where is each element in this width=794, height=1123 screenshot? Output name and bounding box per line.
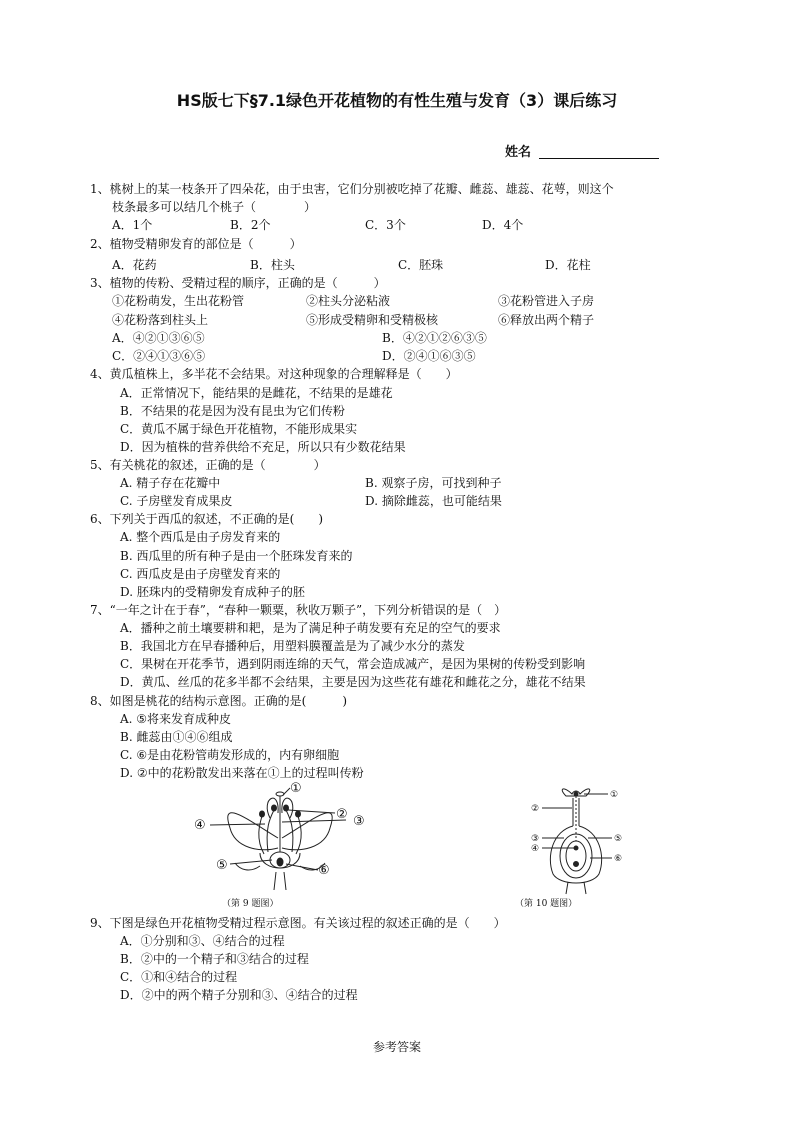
question-stem: 6、下列关于西瓜的叙述，不正确的是( )	[90, 512, 323, 526]
fertilization-diagram	[528, 786, 628, 896]
fig10-label-5: ⑤	[614, 834, 623, 844]
fig10-label-6: ⑥	[614, 854, 623, 864]
page-title: HS版七下§7.1绿色开花植物的有性生殖与发育（3）课后练习	[176, 91, 618, 110]
name-label: 姓名	[505, 145, 532, 160]
fig9-label-4: ④	[194, 818, 206, 833]
option-a[interactable]: A．①分别和③、④结合的过程	[120, 934, 285, 948]
option-c[interactable]: C．黄瓜不属于绿色开花植物，不能形成果实	[120, 422, 358, 436]
fig10-label-2: ②	[531, 804, 540, 814]
option-b[interactable]: B. 雌蕊由①④⑥组成	[120, 730, 233, 744]
option-d[interactable]: D．花柱	[545, 258, 591, 272]
option-b[interactable]: B．④②①②⑥③⑤	[382, 331, 487, 345]
fig9-caption: （第 9 题图）	[222, 899, 279, 909]
fig10-label-4: ④	[531, 844, 540, 854]
question-4	[90, 365, 458, 383]
option-c[interactable]: C．②④①③⑥⑤	[112, 349, 206, 363]
fig9-label-6: ⑥	[318, 863, 330, 878]
question-5	[90, 456, 326, 474]
question-stem: 5、有关桃花的叙述，正确的是（ ）	[90, 458, 326, 472]
question-9	[90, 914, 506, 932]
question-stem-continued: 枝条最多可以结几个桃子（ ）	[112, 200, 317, 214]
option-d[interactable]: D．4个	[482, 218, 524, 232]
option-c[interactable]: C．果树在开花季节，遇到阴雨连绵的天气，常会造成减产，是因为果树的传粉受到影响	[120, 657, 586, 671]
option-a[interactable]: A．1个	[112, 218, 153, 232]
option-a[interactable]: A. 整个西瓜是由子房发育来的	[120, 530, 281, 544]
option-b[interactable]: B．2个	[230, 218, 271, 232]
option-d[interactable]: D. ②中的花粉散发出来落在①上的过程叫传粉	[120, 766, 364, 780]
question-3	[90, 274, 386, 292]
question-8	[90, 692, 347, 710]
option-a[interactable]: A．播种之前土壤要耕和耙，是为了满足种子萌发要有充足的空气的要求	[120, 621, 501, 635]
question-stem: 7、“一年之计在于春”，“春种一颗粟，秋收万颗子”，下列分析错误的是（ ）	[90, 603, 507, 617]
question-1	[90, 180, 614, 216]
fig10-label-3: ③	[531, 834, 540, 844]
answer-key-heading: 参考答案	[372, 1040, 421, 1054]
fig9-label-5: ⑤	[216, 858, 228, 873]
option-d[interactable]: D．②中的两个精子分别和③、④结合的过程	[120, 988, 358, 1002]
option-d[interactable]: D．因为植株的营养供给不充足，所以只有少数花结果	[120, 440, 406, 454]
option-b[interactable]: B．不结果的花是因为没有昆虫为它们传粉	[120, 404, 345, 418]
option-b[interactable]: B．柱头	[250, 258, 295, 272]
question-stem: 9、下图是绿色开花植物受精过程示意图。有关该过程的叙述正确的是（ ）	[90, 916, 506, 930]
question-stem: 3、植物的传粉、受精过程的顺序，正确的是（ ）	[90, 276, 386, 290]
option-b[interactable]: B．我国北方在早春播种后，用塑料膜覆盖是为了减少水分的蒸发	[120, 639, 465, 653]
question-stem: 1、桃树上的某一枝条开了四朵花，由于虫害，它们分别被吃掉了花瓣、雌蕊、雄蕊、花萼，则这个	[90, 182, 614, 196]
option-b[interactable]: B. 西瓜里的所有种子是由一个胚珠发育来的	[120, 549, 353, 563]
option-c[interactable]: C．①和④结合的过程	[120, 970, 238, 984]
item-5: ⑤形成受精卵和受精极核	[306, 313, 439, 327]
option-d[interactable]: D. 摘除雌蕊，也可能结果	[365, 494, 502, 508]
option-c[interactable]: C．3个	[365, 218, 406, 232]
fig10-caption: （第 10 题图）	[515, 899, 578, 909]
option-c[interactable]: C. ⑥是由花粉管萌发形成的，内有卵细胞	[120, 748, 340, 762]
option-b[interactable]: B．②中的一个精子和③结合的过程	[120, 952, 309, 966]
item-3: ③花粉管进入子房	[498, 294, 595, 308]
option-d[interactable]: D．②④①⑥③⑤	[382, 349, 476, 363]
question-2	[90, 235, 302, 253]
option-a[interactable]: A．④②①③⑥⑤	[112, 331, 205, 345]
option-a[interactable]: A. 精子存在花瓣中	[120, 476, 221, 490]
option-c[interactable]: C．胚珠	[398, 258, 444, 272]
name-field	[505, 141, 659, 160]
question-stem: 4、黄瓜植株上，多半花不会结果。对这种现象的合理解释是（ ）	[90, 367, 458, 381]
peach-flower-diagram	[190, 778, 370, 893]
question-6	[90, 510, 323, 528]
item-2: ②柱头分泌粘液	[306, 294, 391, 308]
question-7	[90, 601, 506, 619]
option-d[interactable]: D. 胚珠内的受精卵发育成种子的胚	[120, 585, 305, 599]
question-stem: 8、如图是桃花的结构示意图。正确的是( )	[90, 694, 347, 708]
option-c[interactable]: C. 西瓜皮是由子房壁发育来的	[120, 567, 281, 581]
option-d[interactable]: D．黄瓜、丝瓜的花多半都不会结果，主要是因为这些花有雄花和雌花之分，雄花不结果	[120, 675, 586, 689]
option-a[interactable]: A．花药	[112, 258, 157, 272]
fig10-label-1: ①	[610, 790, 619, 800]
fig9-label-2: ②	[336, 807, 348, 822]
question-stem: 2、植物受精卵发育的部位是（ ）	[90, 237, 302, 251]
option-a[interactable]: A．正常情况下，能结果的是雌花，不结果的是雄花	[120, 386, 393, 400]
option-c[interactable]: C. 子房壁发育成果皮	[120, 494, 233, 508]
item-6: ⑥释放出两个精子	[498, 313, 595, 327]
item-4: ④花粉落到柱头上	[112, 313, 209, 327]
fig9-label-3: ③	[353, 814, 365, 829]
option-b[interactable]: B. 观察子房，可找到种子	[365, 476, 502, 490]
fig9-label-1: ①	[290, 781, 302, 796]
option-a[interactable]: A. ⑤将来发育成种皮	[120, 712, 232, 726]
item-1: ①花粉萌发，生出花粉管	[112, 294, 245, 308]
name-blank[interactable]	[539, 144, 659, 159]
